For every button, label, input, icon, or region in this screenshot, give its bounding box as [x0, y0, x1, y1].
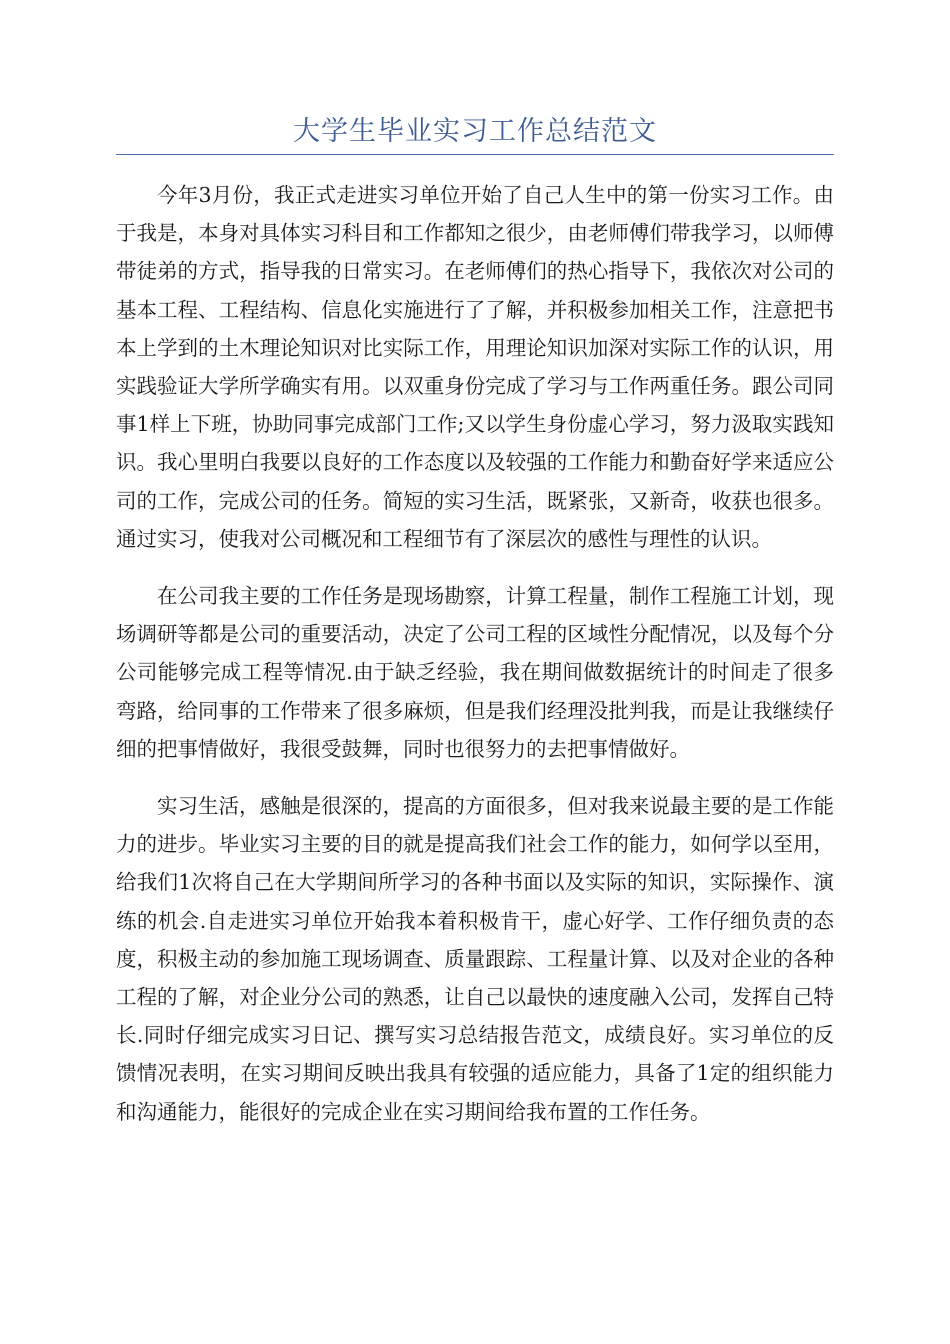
- paragraph-3: 实习生活，感触是很深的，提高的方面很多，但对我来说最主要的是工作能力的进步。毕业实习主要的目的就是提高我们社会工作的能力，如何学以至用，给我们1次将自己在大学期间所学习的各种书面以及实际的知识，实际操作、演练的机会.自走进实习单位开始我本着积极肯干，虚心好学、工作仔细负责的态度，积极主动的参加施工现场调查、质量跟踪、工程量计算、以及对企业的各种工程的了解，对企业分公司的熟悉，让自己以最快的速度融入公司，发挥自己特长.同时仔细完成实习日记、撰写实习总结报告范文，成绩良好。实习单位的反馈情况表明，在实习期间反映出我具有较强的适应能力，具备了1定的组织能力和沟通能力，能很好的完成企业在实习期间给我布置的工作任务。: [116, 794, 834, 1124]
- paragraph-1: 今年3月份，我正式走进实习单位开始了自己人生中的第一份实习工作。由于我是，本身对具体实习科目和工作都知之很少，由老师傅们带我学习，以师傅带徒弟的方式，指导我的日常实习。在老师傅们的热心指导下，我依次对公司的基本工程、工程结构、信息化实施进行了了解，并积极参加相关工作，注意把书本上学到的土木理论知识对比实际工作，用理论知识加深对实际工作的认识，用实践验证大学所学确实有用。以双重身份完成了学习与工作两重任务。跟公司同事1样上下班，协助同事完成部门工作;又以学生身份虚心学习，努力汲取实践知识。我心里明白我要以良好的工作态度以及较强的工作能力和勤奋好学来适应公司的工作，完成公司的任务。简短的实习生活，既紧张，又新奇，收获也很多。通过实习，使我对公司概况和工程细节有了深层次的感性与理性的认识。: [116, 183, 834, 551]
- title-underline-rule: [116, 154, 834, 155]
- document-body: [116, 176, 834, 1150]
- document-title: 大学生毕业实习工作总结范文: [293, 116, 657, 147]
- paragraph-2: 在公司我主要的工作任务是现场勘察，计算工程量，制作工程施工计划，现场调研等都是公司的重要活动，决定了公司工程的区域性分配情况，以及每个分公司能够完成工程等情况.由于缺乏经验，我在期间做数据统计的时间走了很多弯路，给同事的工作带来了很多麻烦，但是我们经理没批判我，而是让我继续仔细的把事情做好，我很受鼓舞，同时也很努力的去把事情做好。: [116, 584, 834, 761]
